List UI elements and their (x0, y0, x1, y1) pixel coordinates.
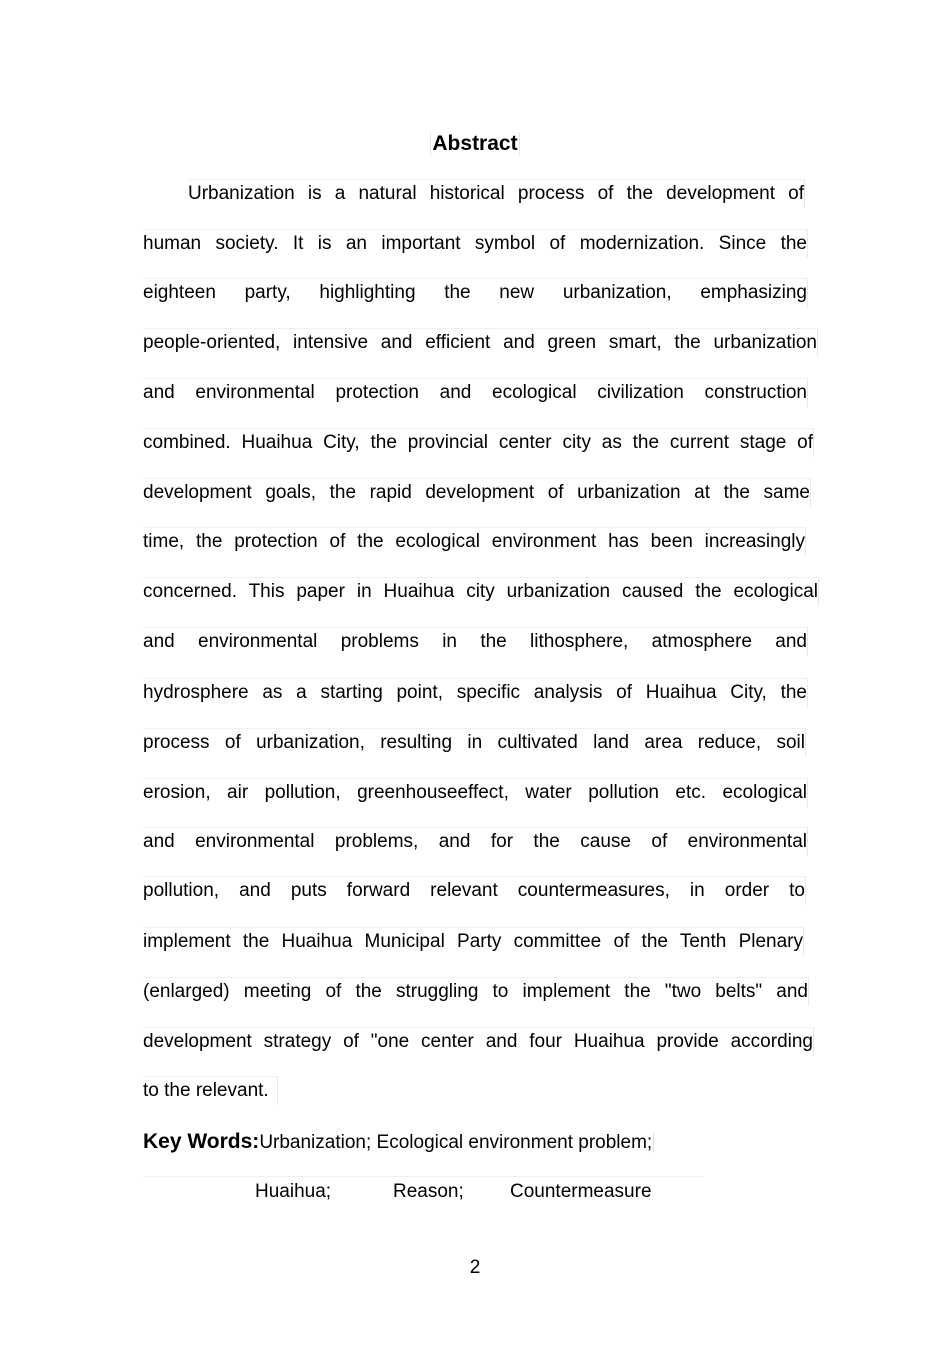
keywords-first-line: Urbanization; Ecological environment problem; (259, 1132, 653, 1153)
abstract-line: development goals, the rapid development of urbanization at the same (143, 478, 811, 507)
abstract-heading-text: Abstract (432, 132, 518, 155)
abstract-line: development strategy of "one center and four Huaihua provide according (143, 1027, 814, 1056)
abstract-line: combined. Huaihua City, the provincial center city as the current stage of (143, 428, 814, 457)
abstract-line: process of urbanization, resulting in cultivated land area reduce, soil (143, 728, 806, 757)
page-number: 2 (469, 1257, 481, 1278)
abstract-line: (enlarged) meeting of the struggling to implement the "two belts" and (143, 977, 809, 1006)
keywords-label: Key Words: (143, 1130, 260, 1153)
keyword-term: Huaihua; (255, 1181, 332, 1202)
abstract-line: erosion, air pollution, greenhouseeffect, water pollution etc. ecological (143, 778, 808, 807)
keywords-continuation (143, 1176, 703, 1207)
abstract-line: hydrosphere as a starting point, specific analysis of Huaihua City, the (143, 678, 808, 707)
abstract-line: time, the protection of the ecological environment has been increasingly (143, 527, 806, 556)
keyword-term: Reason; (393, 1181, 464, 1202)
abstract-line: people-oriented, intensive and efficient and green smart, the urbanization (143, 328, 818, 357)
abstract-heading (0, 129, 950, 159)
abstract-line: eighteen party, highlighting the new urbanization, emphasizing (143, 278, 808, 307)
abstract-line: and environmental problems in the lithosphere, atmosphere and (143, 627, 808, 656)
keywords-line (143, 1127, 654, 1157)
keyword-term: Countermeasure (510, 1181, 652, 1202)
abstract-line: Urbanization is a natural historical process of the development of (188, 179, 805, 208)
abstract-line: pollution, and puts forward relevant countermeasures, in order to (143, 876, 806, 905)
abstract-line: concerned. This paper in Huaihua city urbanization caused the ecological (143, 577, 819, 606)
abstract-line: to the relevant. (143, 1076, 278, 1105)
abstract-line: and environmental protection and ecological civilization construction (143, 378, 808, 407)
abstract-line: implement the Huaihua Municipal Party committee of the Tenth Plenary (143, 927, 804, 956)
abstract-line: human society. It is an important symbol of modernization. Since the (143, 229, 808, 258)
abstract-line: and environmental problems, and for the cause of environmental (143, 827, 808, 856)
